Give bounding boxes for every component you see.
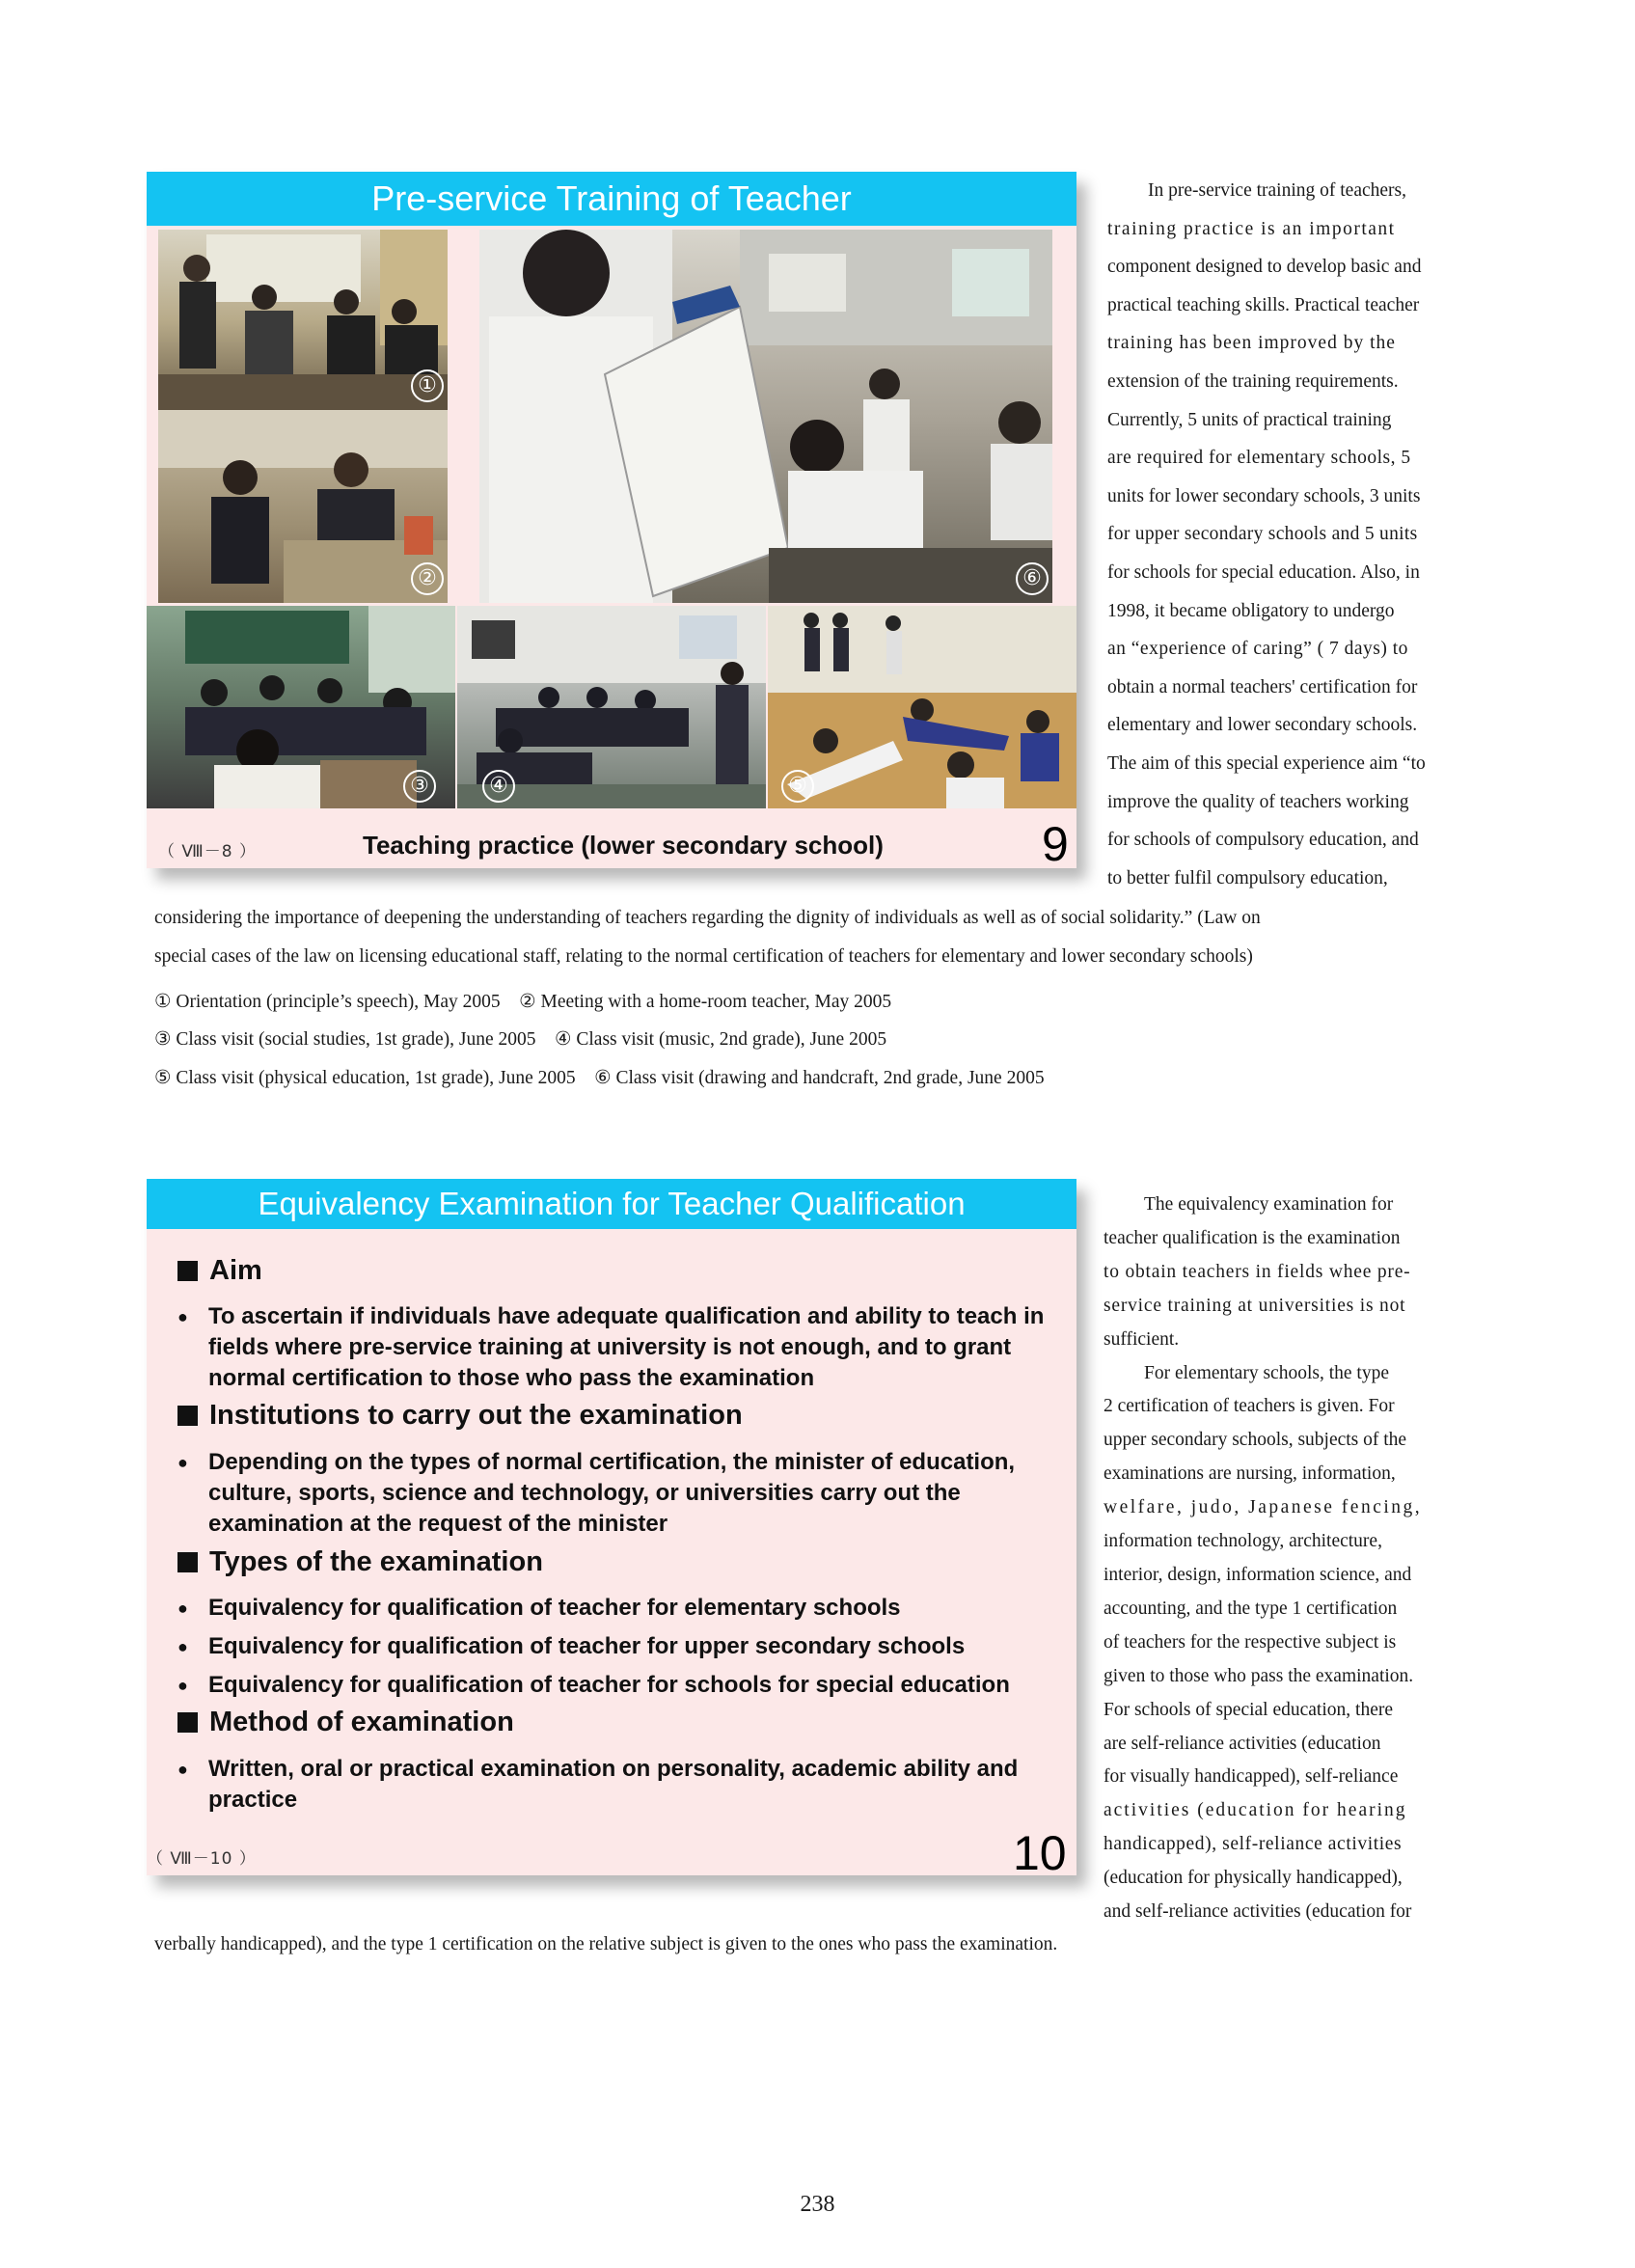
- paragraph-line: activities (education for hearing: [1104, 1800, 1407, 1821]
- photo-social-studies-class: [147, 606, 455, 808]
- bullet-text: To ascertain if individuals have adequate qualification and ability to teach in fields where pre-service training at university is not enough, and to grant normal certification to those who pass the examination: [208, 1303, 1045, 1391]
- section-heading-aim: [177, 1255, 262, 1287]
- bullet-dot-icon: ●: [177, 1676, 188, 1695]
- square-bullet-icon: [177, 1552, 198, 1572]
- photo-caption-line: ① Orientation (principle’s speech), May 2005 ② Meeting with a home-room teacher, May 2005: [154, 992, 892, 1012]
- paragraph-line: The aim of this special experience aim “to: [1107, 752, 1426, 774]
- photo-homeroom-meeting: [158, 410, 448, 603]
- section-heading-institutions: [177, 1400, 743, 1432]
- paragraph-line: verbally handicapped), and the type 1 certification on the relative subject is given to the ones who pass the examination.: [154, 1934, 1058, 1954]
- paragraph-line: to obtain teachers in fields whee pre-: [1104, 1261, 1411, 1282]
- bullet-dot-icon: ●: [177, 1307, 188, 1326]
- bullet-dot-icon: ●: [177, 1453, 188, 1472]
- photo-number-3: ③: [403, 770, 436, 803]
- bullet-text: Written, oral or practical examination on personality, academic ability and practice: [208, 1756, 1019, 1813]
- paragraph-line: teacher qualification is the examination: [1104, 1227, 1401, 1248]
- bullet-dot-icon: ●: [177, 1599, 188, 1618]
- bullet-dot-icon: ●: [177, 1760, 188, 1779]
- paragraph-line: component designed to develop basic and: [1107, 257, 1422, 278]
- section-heading-text: Aim: [209, 1255, 262, 1286]
- paragraph-line: elementary and lower secondary schools.: [1107, 715, 1418, 736]
- paragraph-line: extension of the training requirements.: [1107, 370, 1399, 392]
- paragraph-line: to better fulfil compulsory education,: [1107, 867, 1388, 888]
- slide-code: （ Ⅷ－8 ）: [158, 842, 258, 861]
- photo-number-5: ⑤: [781, 770, 814, 803]
- photo-orientation: [158, 230, 448, 410]
- paragraph-line: considering the importance of deepening the understanding of teachers regarding the dignity of individuals as well as of social solidarity.” (Law on: [154, 908, 1261, 928]
- bullet-item: [177, 1447, 1046, 1540]
- paragraph-line: 1998, it became obligatory to undergo: [1107, 600, 1395, 621]
- paragraph-line: welfare, judo, Japanese fencing,: [1104, 1497, 1423, 1518]
- paragraph-line: handicapped), self-reliance activities: [1104, 1834, 1403, 1855]
- paragraph-line: obtain a normal teachers' certification for: [1107, 676, 1418, 697]
- paragraph-line: For schools of special education, there: [1104, 1699, 1393, 1720]
- photo-caption-line: ⑤ Class visit (physical education, 1st grade), June 2005 ⑥ Class visit (drawing and handcraft, 2nd grade, June 2005: [154, 1068, 1045, 1088]
- photo-caption-line: ③ Class visit (social studies, 1st grade), June 2005 ④ Class visit (music, 2nd grade), June 2005: [154, 1029, 887, 1050]
- slide-pre-service-training: [147, 172, 1076, 871]
- bullet-text: Equivalency for qualification of teacher for schools for special education: [208, 1672, 1010, 1698]
- paragraph-line: practical teaching skills. Practical teacher: [1107, 294, 1420, 315]
- paragraph-line: improve the quality of teachers working: [1107, 791, 1409, 812]
- paragraph-line: units for lower secondary schools, 3 units: [1107, 485, 1421, 506]
- square-bullet-icon: [177, 1406, 198, 1426]
- photo-number-2: ②: [411, 562, 444, 595]
- section-heading-text: Types of the examination: [209, 1546, 543, 1577]
- square-bullet-icon: [177, 1712, 198, 1733]
- paragraph-line: 2 certification of teachers is given. For: [1104, 1396, 1395, 1417]
- paragraph-line: service training at universities is not: [1104, 1295, 1406, 1316]
- paragraph-line: For elementary schools, the type: [1144, 1362, 1389, 1383]
- slide-caption: Teaching practice (lower secondary school): [363, 831, 884, 860]
- section-heading-method: [177, 1707, 514, 1738]
- bullet-item: [177, 1301, 1046, 1394]
- slide-title: Pre-service Training of Teacher: [147, 172, 1076, 226]
- paragraph-line: of teachers for the respective subject is: [1104, 1631, 1397, 1653]
- paragraph-line: examinations are nursing, information,: [1104, 1463, 1396, 1485]
- paragraph-line: interior, design, information science, and: [1104, 1564, 1412, 1585]
- paragraph-line: special cases of the law on licensing educational staff, relating to the normal certification of teachers for elementary and lower secondary schools): [154, 945, 1253, 967]
- photo-number-6: ⑥: [1016, 562, 1049, 595]
- section-heading-text: Method of examination: [209, 1707, 514, 1737]
- text-equivalency-full: [154, 1926, 1466, 1964]
- slide-number: 9: [1042, 817, 1069, 871]
- slide-code: （ Ⅷ－10 ）: [147, 1849, 257, 1869]
- square-bullet-icon: [177, 1261, 198, 1281]
- bullet-dot-icon: ●: [177, 1637, 188, 1656]
- paragraph-line: accounting, and the type 1 certification: [1104, 1598, 1398, 1619]
- section-heading-text: Institutions to carry out the examination: [209, 1400, 743, 1431]
- bullet-item: [177, 1631, 1046, 1662]
- slide-title: Equivalency Examination for Teacher Qualification: [147, 1179, 1076, 1229]
- paragraph-line: are self-reliance activities (education: [1104, 1733, 1381, 1754]
- paragraph-line: given to those who pass the examination.: [1104, 1665, 1414, 1686]
- photo-number-4: ④: [482, 770, 515, 803]
- photo-drawing-class: [479, 230, 1052, 603]
- slide-number: 10: [1013, 1826, 1067, 1880]
- photo-physical-education-class: [768, 606, 1076, 808]
- paragraph-line: information technology, architecture,: [1104, 1531, 1382, 1552]
- text-equivalency-side: [1104, 1189, 1466, 1929]
- paragraph-line: are required for elementary schools, 5: [1107, 448, 1411, 469]
- photo-music-class: [457, 606, 766, 808]
- paragraph-line: upper secondary schools, subjects of the: [1104, 1430, 1407, 1451]
- paragraph-line: for upper secondary schools and 5 units: [1107, 524, 1418, 545]
- section-heading-types: [177, 1546, 543, 1578]
- paragraph-line: In pre-service training of teachers,: [1148, 180, 1406, 201]
- photo-number-1: ①: [411, 369, 444, 402]
- paragraph-line: for schools of compulsory education, and: [1107, 830, 1419, 851]
- bullet-item: [177, 1670, 1046, 1701]
- paragraph-line: Currently, 5 units of practical training: [1107, 409, 1392, 430]
- bullet-item: [177, 1754, 1046, 1816]
- paragraph-line: for schools for special education. Also, in: [1107, 561, 1420, 583]
- paragraph-line: an “experience of caring” ( 7 days) to: [1107, 639, 1408, 660]
- paragraph-line: sufficient.: [1104, 1328, 1180, 1350]
- paragraph-line: training has been improved by the: [1107, 333, 1396, 354]
- text-pre-service-full: [154, 899, 1466, 975]
- paragraph-line: for visually handicapped), self-reliance: [1104, 1766, 1399, 1788]
- text-pre-service-side: [1107, 172, 1466, 897]
- paragraph-line: (education for physically handicapped),: [1104, 1868, 1403, 1889]
- paragraph-line: and self-reliance activities (education for: [1104, 1901, 1412, 1923]
- paragraph-line: training practice is an important: [1107, 218, 1396, 239]
- bullet-text: Equivalency for qualification of teacher for elementary schools: [208, 1595, 901, 1621]
- bullet-text: Depending on the types of normal certification, the minister of education, culture, sports, science and technology, or universities carry out the examination at the request of the minister: [208, 1449, 1016, 1537]
- page-number: 238: [800, 2192, 835, 2217]
- bullet-text: Equivalency for qualification of teacher for upper secondary schools: [208, 1633, 966, 1659]
- paragraph-line: The equivalency examination for: [1144, 1194, 1394, 1215]
- bullet-item: [177, 1593, 1046, 1624]
